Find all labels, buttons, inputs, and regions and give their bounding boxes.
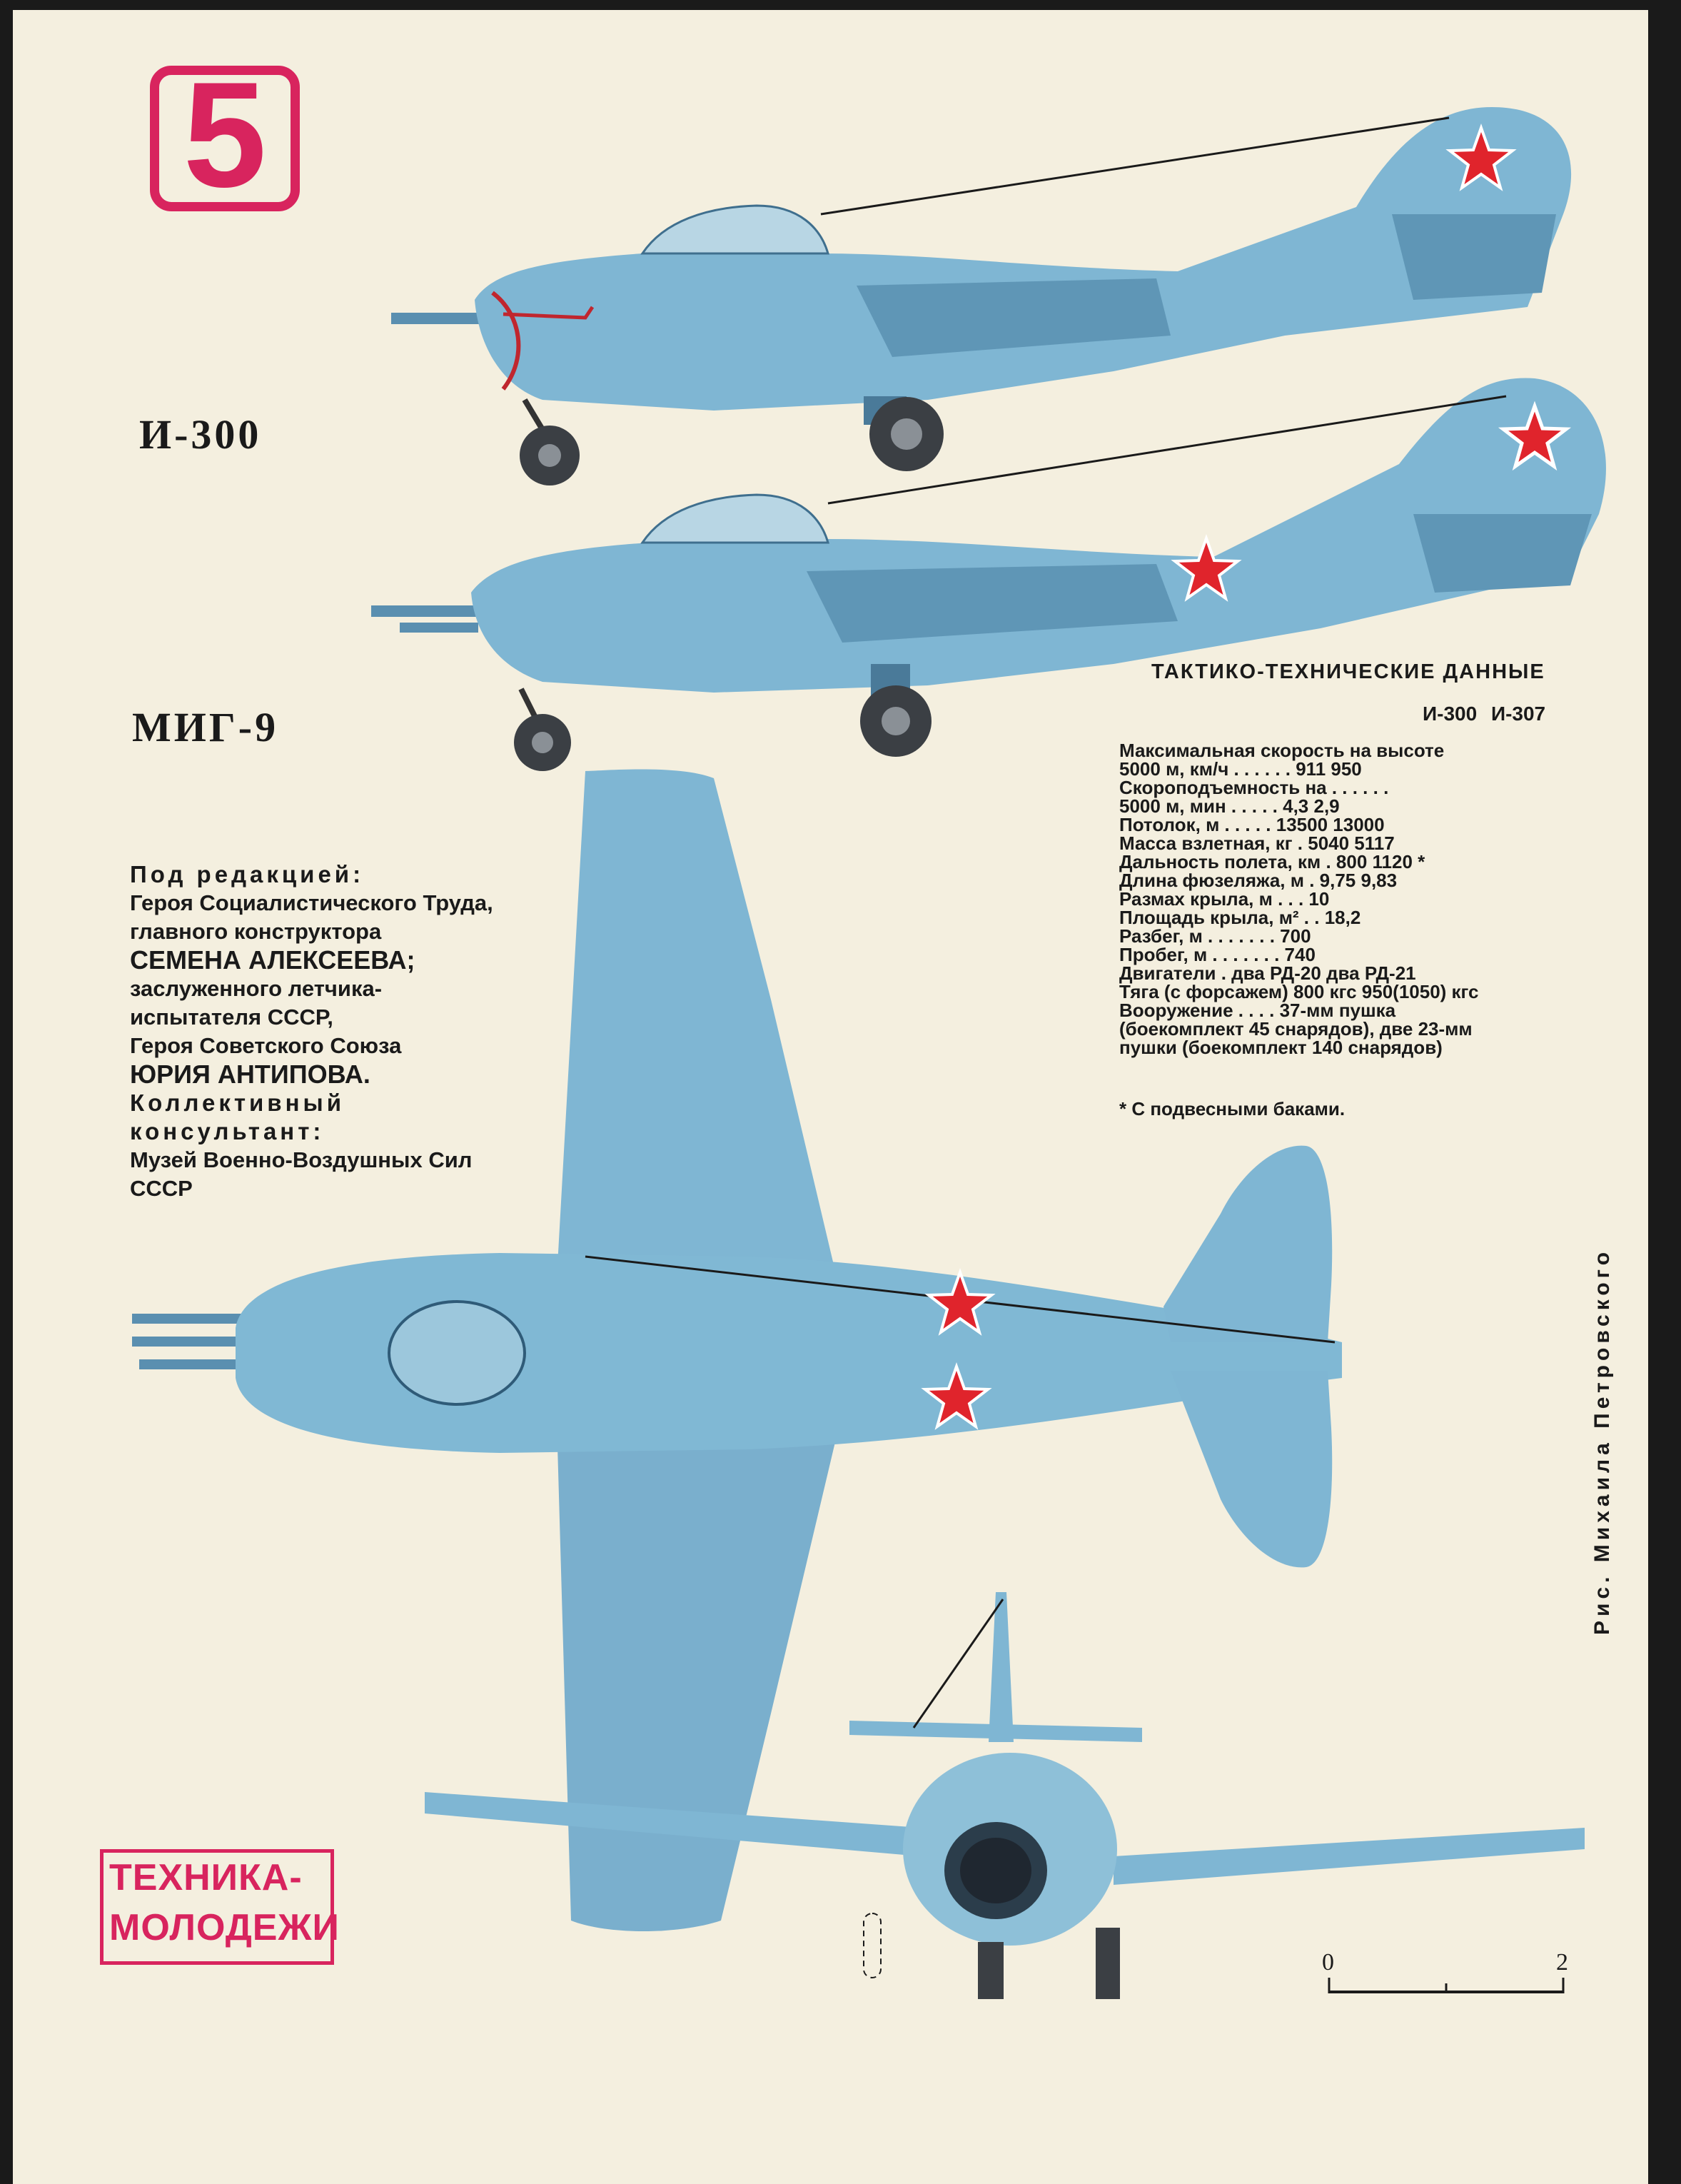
top-cannon-3 <box>139 1359 246 1369</box>
top-canopy <box>389 1302 525 1404</box>
spec-line: Тяга (с форсажем) 800 кгс 950(1050) кгс <box>1119 981 1479 1002</box>
scale-end-label: 2 <box>1556 1949 1568 1976</box>
credit-line: СССР <box>130 1176 193 1201</box>
issue-number: 5 <box>183 51 267 218</box>
spec-line: Масса взлетная, кг . 5040 5117 <box>1119 832 1395 854</box>
front-intake-inner <box>960 1838 1031 1903</box>
spec-line: Разбег, м . . . . . . . 700 <box>1119 925 1311 947</box>
magazine-logo <box>100 1849 340 1965</box>
spec-line: Площадь крыла, м² . . 18,2 <box>1119 907 1361 928</box>
model-label-mig9: МИГ-9 <box>132 704 279 750</box>
top-right-stabilizer <box>1171 1371 1332 1567</box>
mig9-fin <box>1413 514 1592 593</box>
top-left-stabilizer <box>1163 1146 1332 1342</box>
spec-line: Вооружение . . . . 37-мм пушка <box>1119 1000 1396 1021</box>
specs-lines <box>1119 741 1590 1057</box>
top-left-wing <box>557 770 835 1286</box>
logo-line-2: МОЛОДЕЖИ <box>109 1907 340 1948</box>
credit-line: Героя Советского Союза <box>130 1033 402 1058</box>
spec-line: Пробег, м . . . . . . . 740 <box>1119 944 1316 965</box>
cannon-barrel-top <box>391 313 484 324</box>
artist-credit: Рис. Михаила Петровского <box>1590 1247 1614 1635</box>
front-drop-tank-outline <box>864 1913 881 1978</box>
credit-line: заслуженного летчика- <box>130 976 383 1001</box>
i300-nose-hub <box>538 444 561 467</box>
specs-footnote: * С подвесными баками. <box>1119 1098 1346 1119</box>
credit-line: Музей Военно-Воздушных Сил <box>130 1147 473 1172</box>
credit-line: Коллективный <box>130 1090 345 1116</box>
spec-line: Размах крыла, м . . . 10 <box>1119 888 1330 910</box>
credit-line: испытателя СССР, <box>130 1005 333 1030</box>
spec-line: (боекомплект 45 снарядов), две 23-мм <box>1119 1018 1473 1040</box>
specs-columns: И-300 И-307 <box>1423 703 1546 725</box>
side-view-i300 <box>391 107 1571 485</box>
top-cannon-2 <box>132 1337 246 1347</box>
front-antenna <box>914 1599 1003 1728</box>
mig9-canopy <box>642 495 828 543</box>
credit-line: консультант: <box>130 1118 325 1144</box>
top-right-wing <box>557 1421 835 1931</box>
spec-line: пушки (боекомплект 140 снарядов) <box>1119 1037 1443 1058</box>
credit-line: Под редакцией: <box>130 861 365 887</box>
mig9-main-hub <box>882 707 910 735</box>
front-right-wing <box>1114 1828 1585 1885</box>
credit-line: Героя Социалистического Труда, <box>130 890 493 915</box>
spec-line: Максимальная скорость на высоте <box>1119 740 1445 761</box>
mig9-cannon-bottom <box>400 623 478 633</box>
i300-fin <box>1392 214 1556 300</box>
scale-start-label: 0 <box>1322 1949 1334 1976</box>
top-cannon-1 <box>132 1314 246 1324</box>
spec-line: Потолок, м . . . . . 13500 13000 <box>1119 814 1385 835</box>
spec-line: 5000 м, мин . . . . . 4,3 2,9 <box>1119 795 1340 817</box>
front-nose-gear <box>978 1942 1004 1999</box>
editorial-credits <box>130 860 544 1203</box>
front-main-gear <box>1096 1928 1120 1999</box>
spec-line: Скороподъемность на . . . . . . <box>1119 777 1389 798</box>
scale-bar <box>1313 1956 1585 1999</box>
spec-line: Длина фюзеляжа, м . 9,75 9,83 <box>1119 870 1398 891</box>
credit-line: ЮРИЯ АНТИПОВА. <box>130 1060 370 1089</box>
credit-line: главного конструктора <box>130 919 382 944</box>
specs-block <box>1119 660 1590 1120</box>
i300-antenna <box>821 118 1449 214</box>
spec-line: 5000 м, км/ч . . . . . . 911 950 <box>1119 758 1362 780</box>
mig9-cannon-top <box>371 605 478 617</box>
spec-line: Дальность полета, км . 800 1120 * <box>1119 851 1425 872</box>
mig9-nose-hub <box>532 732 553 753</box>
i300-main-hub <box>891 418 922 450</box>
model-label-i300: И-300 <box>139 411 262 458</box>
i300-canopy <box>642 206 828 253</box>
issue-badge <box>150 51 300 218</box>
credit-line: СЕМЕНА АЛЕКСЕЕВА; <box>130 945 415 975</box>
logo-line-1: ТЕХНИКА- <box>109 1857 303 1898</box>
spec-line: Двигатели . два РД-20 два РД-21 <box>1119 962 1416 984</box>
specs-title: ТАКТИКО-ТЕХНИЧЕСКИЕ ДАННЫЕ <box>1151 660 1545 683</box>
